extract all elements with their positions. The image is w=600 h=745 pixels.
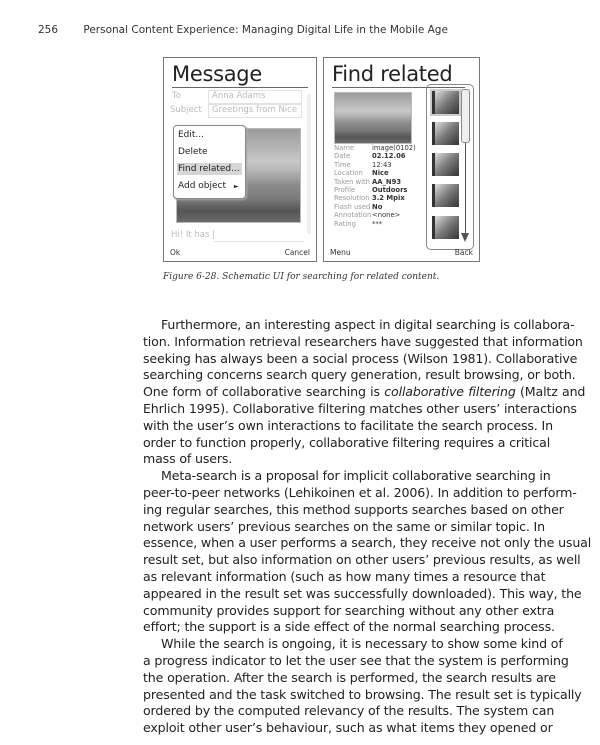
- subject-value: Greetings from Nice: [212, 105, 298, 115]
- metadata-key: Annotation: [334, 211, 372, 220]
- related-thumbnails: [426, 84, 474, 250]
- metadata-value: 02.12.06: [372, 152, 406, 161]
- text-line: ordered by the computed relevancy of the results. The system can: [143, 703, 555, 719]
- softkey-ok[interactable]: Ok: [170, 248, 181, 257]
- text-line: peer-to-peer networks (Lehikoinen et al. 2006). In addition to perform-: [143, 484, 577, 500]
- text-line: ing regular searches, this method supports searches based on other: [143, 501, 564, 517]
- softkey-menu[interactable]: Menu: [330, 248, 351, 257]
- message-screen: [163, 57, 317, 262]
- softkey-cancel[interactable]: Cancel: [284, 248, 310, 257]
- text-line: Meta-search is a proposal for implicit collaborative searching in: [161, 468, 551, 484]
- text-line: exploit other user’s behaviour, such as what items they opened or: [143, 720, 553, 736]
- arrow-down-icon[interactable]: [461, 233, 469, 242]
- text-line: result set, but also information on other users’ previous results, as well: [143, 552, 581, 568]
- screen-title: Message: [172, 62, 262, 86]
- metadata-row: [334, 152, 416, 160]
- text-segment: (Maltz and: [515, 384, 586, 400]
- metadata-value: No: [372, 202, 383, 211]
- metadata-value: <none>: [372, 211, 401, 220]
- metadata-key: Profile: [334, 186, 356, 195]
- context-menu: [173, 125, 246, 199]
- metadata-value: AA_N93: [372, 177, 402, 186]
- metadata-key: Location: [334, 169, 363, 178]
- scrollbar-thumb[interactable]: [461, 89, 470, 143]
- metadata-row: [334, 211, 416, 219]
- to-label: To: [172, 91, 181, 101]
- subject-label: Subject: [170, 105, 202, 115]
- metadata-list: [334, 144, 416, 228]
- body-text: [143, 317, 592, 737]
- metadata-row: [334, 169, 416, 177]
- running-header: [38, 24, 448, 36]
- text-line: mass of users.: [143, 451, 233, 467]
- screen-title: Find related: [332, 62, 453, 86]
- metadata-value: Nice: [372, 169, 389, 178]
- metadata-row: [334, 186, 416, 194]
- metadata-row: [334, 161, 416, 169]
- scrollbar[interactable]: [307, 94, 311, 234]
- text-line: with the user’s own interactions to facilitate the search process. In: [143, 417, 553, 433]
- metadata-value: image(0102): [372, 144, 416, 152]
- message-body[interactable]: Hi! It has |: [171, 230, 215, 240]
- text-line: tion. Information retrieval researchers have suggested that information: [143, 333, 583, 349]
- metadata-value: 12:43: [372, 160, 392, 169]
- body-underline: [214, 241, 304, 242]
- title-underline: [172, 87, 308, 88]
- softkey-back[interactable]: Back: [454, 248, 473, 257]
- menu-item-find-related[interactable]: Find related...: [177, 163, 242, 175]
- menu-item-edit[interactable]: Edit...: [178, 130, 205, 140]
- text-line: effort; the support is a side effect of the normal searching process.: [143, 619, 555, 635]
- metadata-value: ***: [372, 219, 383, 228]
- thumbnail[interactable]: [432, 216, 459, 239]
- thumbnail[interactable]: [432, 153, 459, 176]
- submenu-arrow-icon: ►: [233, 183, 239, 190]
- metadata-row: [334, 194, 416, 202]
- text-line: order to function properly, collaborative filtering requires a critical: [143, 434, 551, 450]
- text-line: essence, when a user performs a search, they receive not only the usual: [143, 535, 592, 551]
- metadata-key: Name: [334, 144, 355, 152]
- metadata-row: [334, 144, 416, 152]
- metadata-key: Resolution: [334, 194, 370, 203]
- metadata-key: Rating: [334, 219, 356, 228]
- find-related-screen: [323, 57, 480, 262]
- thumbnail[interactable]: [432, 122, 459, 145]
- menu-item-delete[interactable]: Delete: [178, 147, 208, 157]
- scroll-track: [465, 143, 466, 235]
- text-line: community provides support for searching without any other extra: [143, 602, 555, 618]
- metadata-key: Time: [334, 160, 351, 169]
- italic-term: collaborative filtering: [384, 384, 516, 400]
- running-title: Personal Content Experience: Managing Digital Life in the Mobile Age: [83, 24, 448, 36]
- text-line: the operation. After the search is performed, the search results are: [143, 669, 556, 685]
- metadata-value: Outdoors: [372, 186, 408, 195]
- text-line: While the search is ongoing, it is necessary to show some kind of: [161, 636, 563, 652]
- text-line: appeared in the result set was successfully downloaded). This way, the: [143, 585, 582, 601]
- menu-item-label: Add object: [178, 181, 227, 191]
- metadata-row: [334, 220, 416, 228]
- selected-photo: [334, 92, 412, 144]
- menu-item-add-object[interactable]: [178, 180, 239, 192]
- metadata-row: [334, 178, 416, 186]
- metadata-value: 3.2 Mpix: [372, 194, 405, 203]
- text-segment: One form of collaborative searching is: [143, 384, 385, 400]
- to-value: Anna Adams: [212, 91, 266, 101]
- text-line: a progress indicator to let the user see that the system is performing: [143, 652, 569, 668]
- figure-caption: Figure 6-28. Schematic UI for searching for related content.: [163, 272, 440, 282]
- text-line: as relevant information (such as how many times a resource that: [143, 568, 546, 584]
- thumbnail[interactable]: [432, 184, 459, 207]
- text-line: network users’ previous searches on the same or similar topic. In: [143, 518, 545, 534]
- text-line: searching concerns search query generation, result browsing, or both.: [143, 367, 576, 383]
- text-line: presented and the task switched to browsing. The result set is typically: [143, 686, 582, 702]
- metadata-key: Date: [334, 152, 351, 161]
- text-line: seeking has always been a social process (Wilson 1981). Collaborative: [143, 350, 578, 366]
- metadata-row: [334, 203, 416, 211]
- metadata-key: Taken with: [334, 177, 370, 186]
- text-line: [143, 384, 586, 401]
- page-number: 256: [38, 24, 59, 36]
- metadata-key: Flash used: [334, 202, 371, 211]
- text-line: Furthermore, an interesting aspect in digital searching is collabora-: [161, 317, 575, 332]
- thumbnail[interactable]: [432, 91, 459, 114]
- text-line: Ehrlich 1995). Collaborative filtering matches other users’ interactions: [143, 400, 577, 416]
